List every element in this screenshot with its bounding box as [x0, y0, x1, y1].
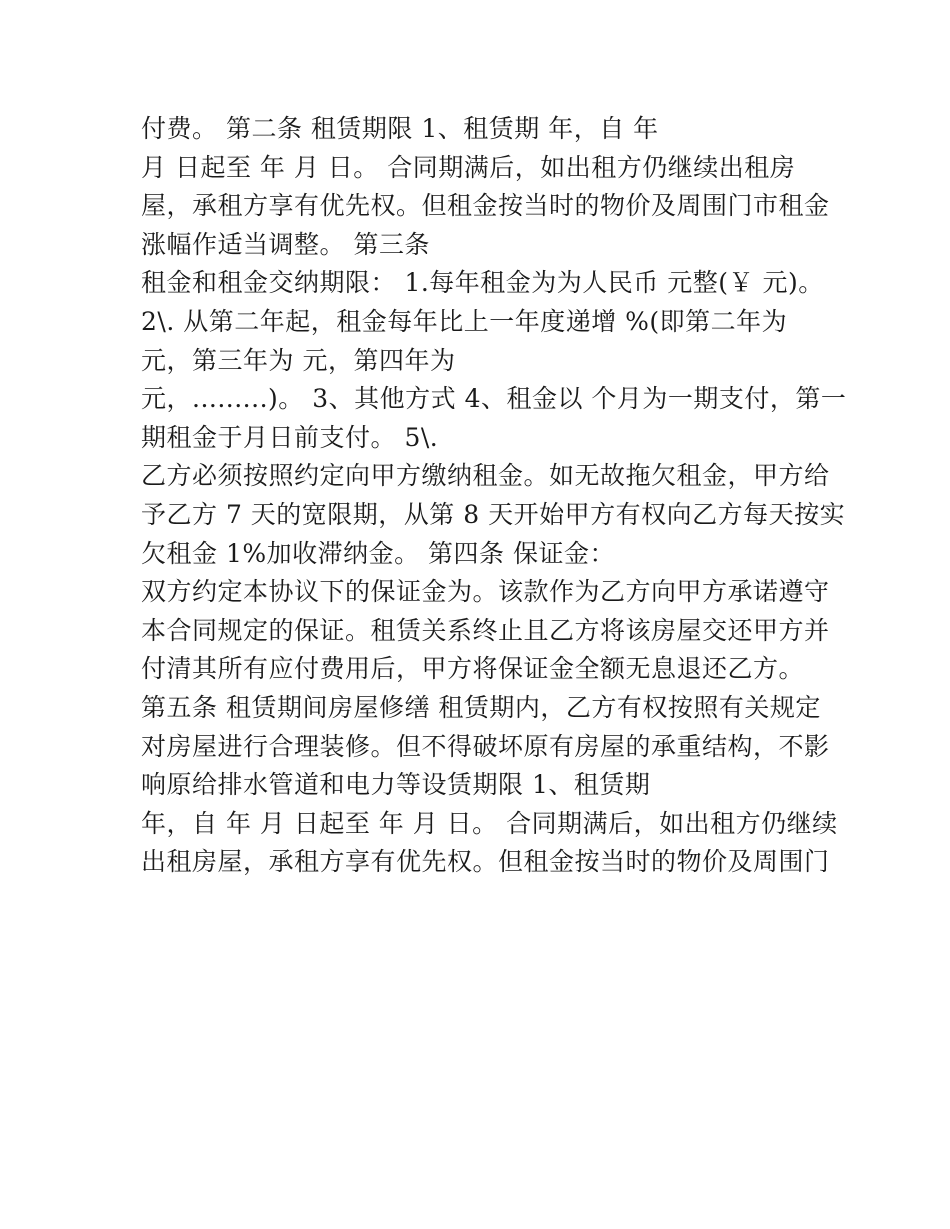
text-line: 乙方必须按照约定向甲方缴纳租金。如无故拖欠租金，甲方给	[141, 461, 830, 491]
text-line: 响原给排水管道和电力等设赁期限 1、租赁期	[141, 770, 651, 800]
text-line: 出租房屋，承租方享有优先权。但租金按当时的物价及周围门	[141, 847, 830, 877]
text-line: 付费。 第二条 租赁期限 1、租赁期 年，自 年	[141, 114, 659, 143]
text-line: 月 日起至 年 月 日。 合同期满后，如出租方仍继续出租房	[141, 152, 796, 182]
text-line: 涨幅作适当调整。 第三条	[141, 229, 430, 259]
text-line: 租金和租金交纳期限： 1.每年租金为为人民币 元整(￥ 元)。	[141, 268, 824, 298]
text-line: 2\. 从第二年起，租金每年比上一年度递增 %(即第二年为	[141, 306, 788, 336]
text-line: 对房屋进行合理装修。但不得破坏原有房屋的承重结构，不影	[141, 731, 830, 761]
text-line: 年，自 年 月 日起至 年 月 日。 合同期满后，如出租方仍继续	[141, 808, 838, 838]
text-line: 本合同规定的保证。租赁关系终止且乙方将该房屋交还甲方并	[141, 615, 830, 645]
text-line: 元，.........)。 3、其他方式 4、租金以 个月为一期支付，第一	[141, 384, 847, 414]
text-line: 欠租金 1%加收滞纳金。 第四条 保证金：	[141, 538, 616, 568]
text-line: 付清其所有应付费用后，甲方将保证金全额无息退还乙方。	[141, 654, 805, 684]
text-line: 期租金于月日前支付。 5\.	[141, 422, 439, 452]
text-line: 双方约定本协议下的保证金为。该款作为乙方向甲方承诺遵守	[141, 577, 830, 607]
text-line: 予乙方 7 天的宽限期，从第 8 天开始甲方有权向乙方每天按实	[141, 499, 846, 529]
text-line: 第五条 租赁期间房屋修缮 租赁期内，乙方有权按照有关规定	[141, 692, 821, 722]
text-line: 屋，承租方享有优先权。但租金按当时的物价及周围门市租金	[141, 191, 830, 221]
text-line: 元，第三年为 元，第四年为	[141, 345, 456, 375]
contract-body-text	[141, 110, 847, 882]
